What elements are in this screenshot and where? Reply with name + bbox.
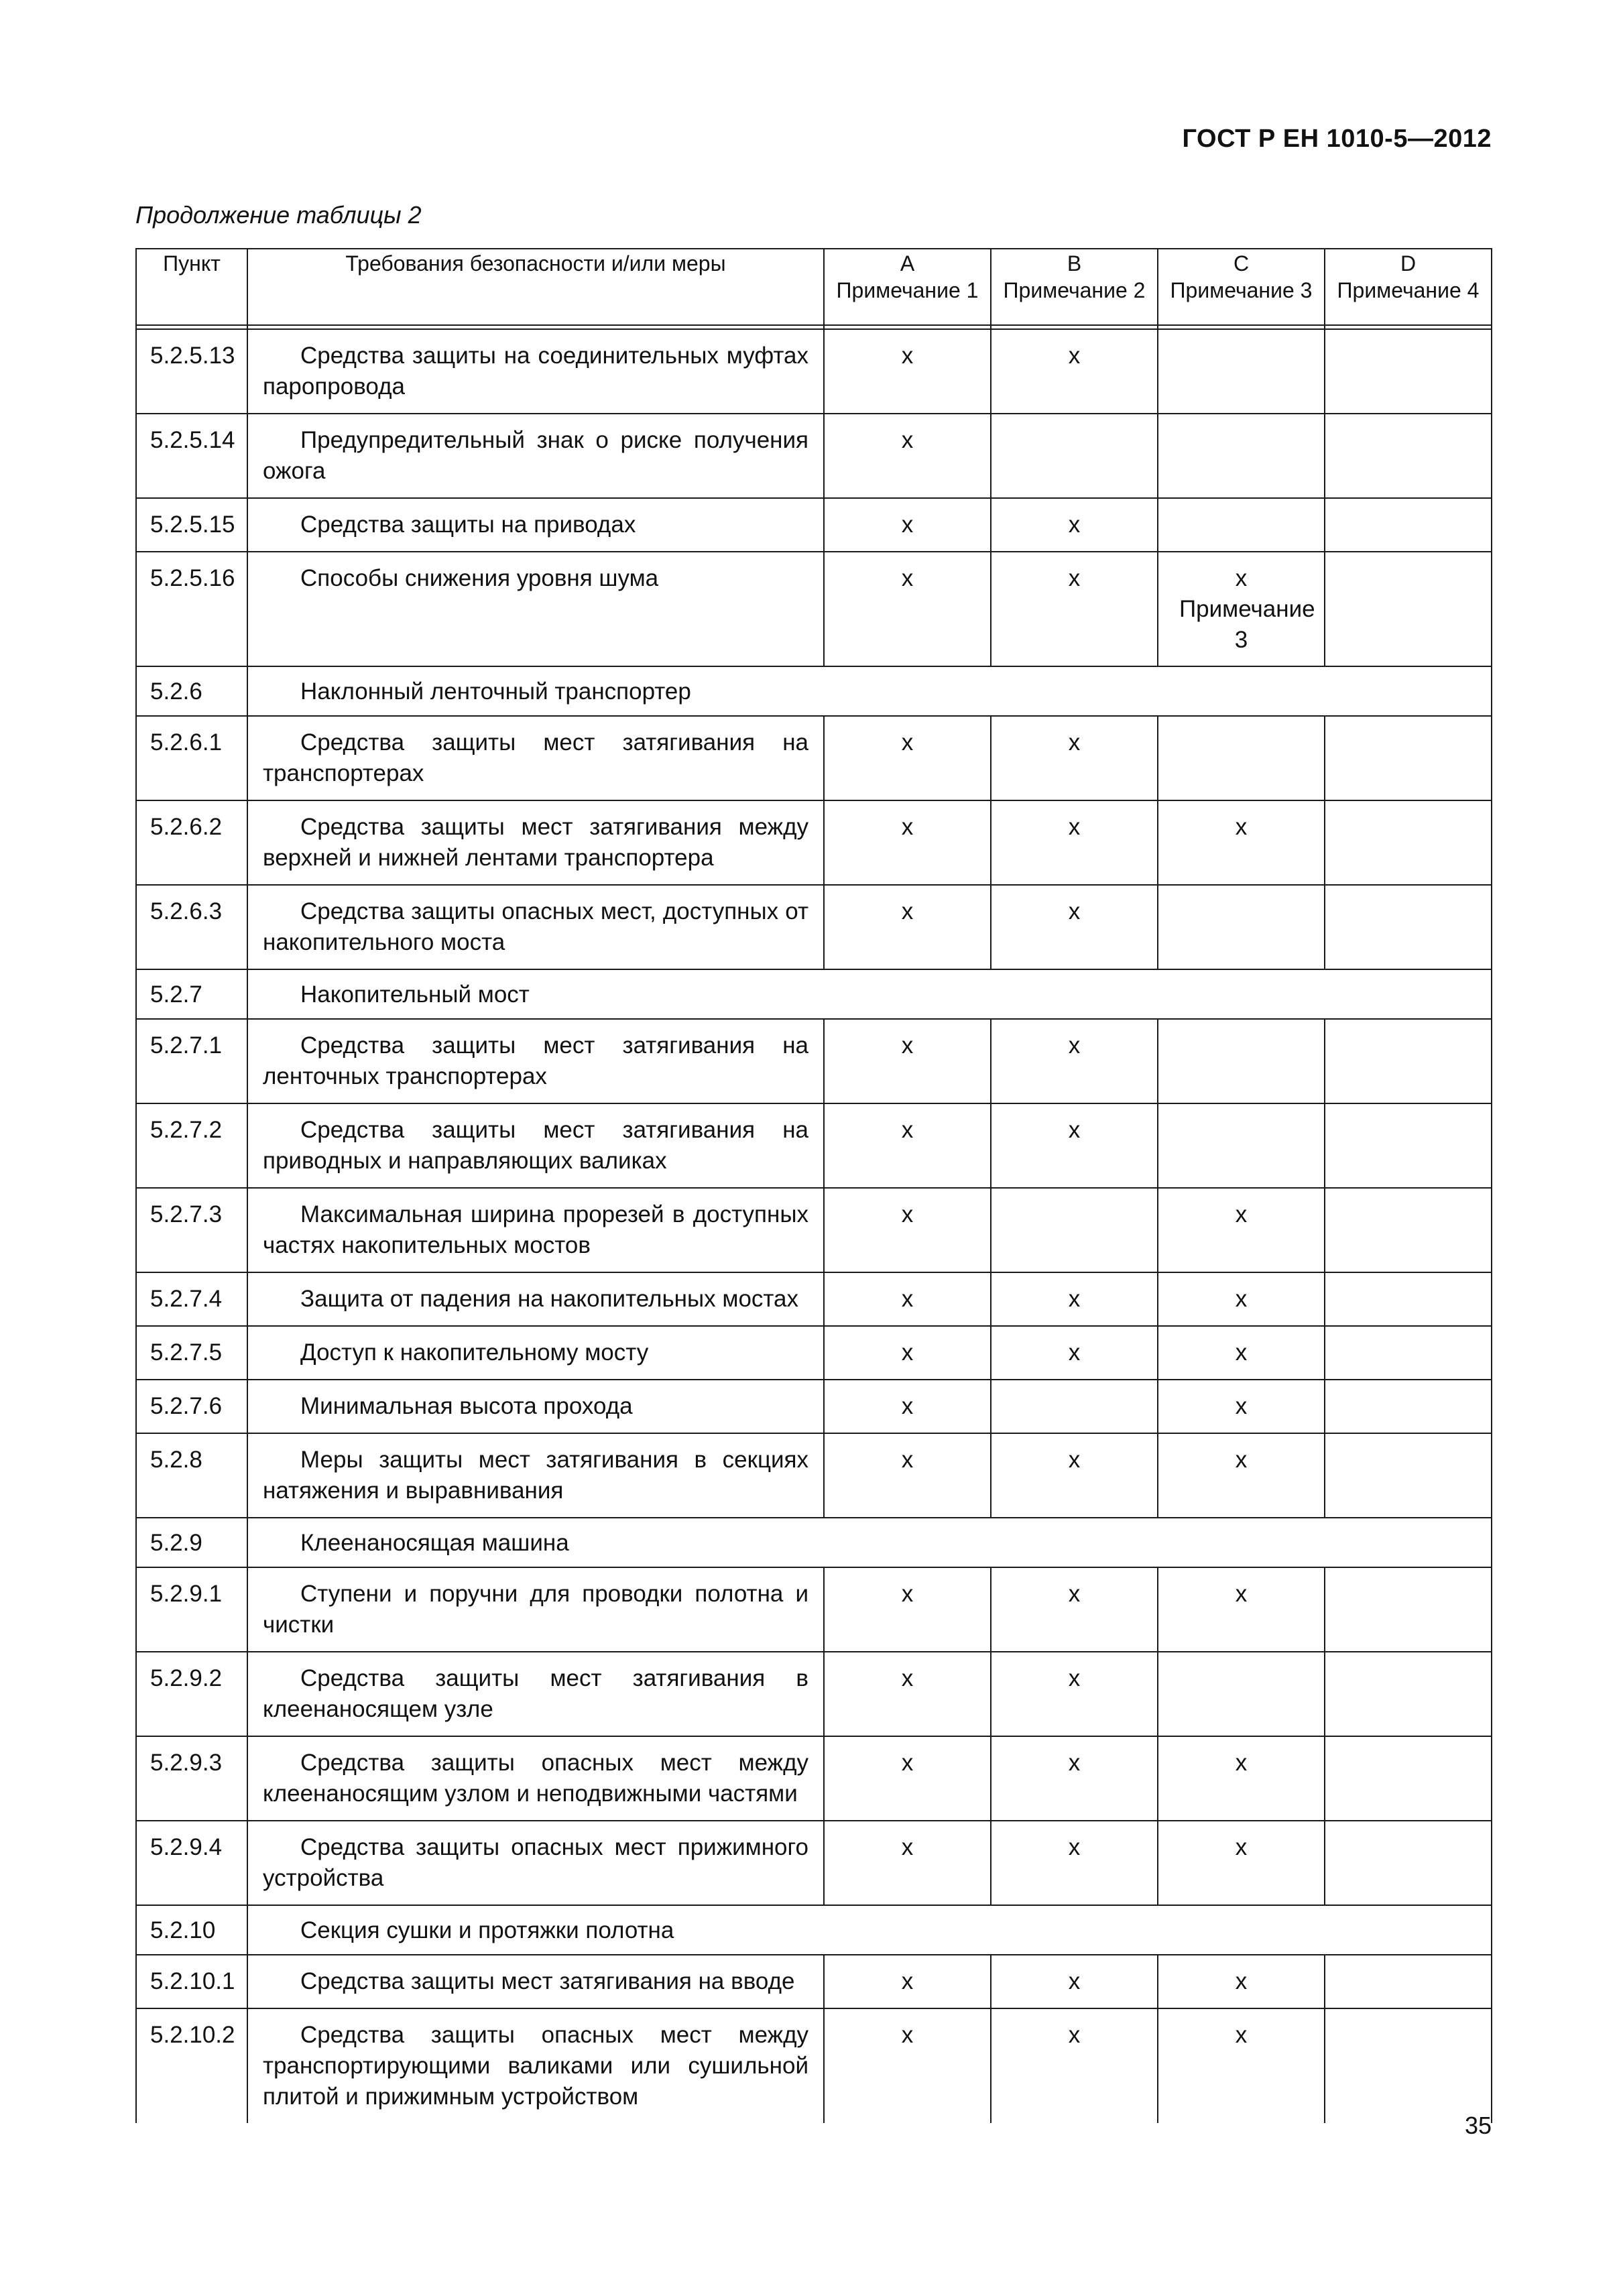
mark-value: х <box>1235 2022 1248 2048</box>
row-requirement <box>247 1955 824 2008</box>
row-mark-d <box>1325 329 1492 414</box>
header-d-note: Примечание 4 <box>1337 278 1480 302</box>
table-row <box>136 1103 1492 1188</box>
mark-value: х <box>901 1286 914 1312</box>
mark-value: х <box>901 1201 914 1227</box>
table-body <box>136 329 1492 2123</box>
row-requirement <box>247 552 824 666</box>
mark-value: х <box>1068 729 1081 756</box>
row-requirement-text: Защита от падения на накопительных мостах <box>300 1286 799 1312</box>
row-mark-c <box>1158 1433 1325 1518</box>
row-requirement <box>247 1821 824 1905</box>
row-mark-b <box>991 1380 1158 1433</box>
row-requirement-text: Средства защиты на приводах <box>300 511 636 538</box>
row-mark-c <box>1158 1103 1325 1188</box>
row-item-number: 5.2.7 <box>136 969 247 1019</box>
mark-value: х <box>1068 1032 1081 1059</box>
row-mark-d <box>1325 1272 1492 1326</box>
table-row <box>136 800 1492 885</box>
row-requirement-text: Предупредительный знак о риске получения ожога <box>263 427 808 484</box>
header-requirement: Требования безопасности и/или меры <box>247 249 824 325</box>
row-item-number: 5.2.7.1 <box>136 1019 247 1103</box>
row-item-number: 5.2.7.5 <box>136 1326 247 1380</box>
row-requirement <box>247 1103 824 1188</box>
row-mark-a <box>824 2008 991 2123</box>
row-requirement-text: Средства защиты мест затягивания на приводных и направляющих валиках <box>263 1117 808 1174</box>
row-mark-a <box>824 552 991 666</box>
row-mark-c <box>1158 1326 1325 1380</box>
row-mark-b <box>991 1652 1158 1736</box>
row-requirement <box>247 1188 824 1272</box>
row-item-number: 5.2.9.1 <box>136 1567 247 1652</box>
table-row <box>136 2008 1492 2123</box>
mark-value: х <box>1068 1117 1081 1143</box>
mark-value: х <box>1068 1834 1081 1860</box>
row-mark-d <box>1325 885 1492 969</box>
mark-value: х <box>1235 1393 1248 1419</box>
row-requirement <box>247 1736 824 1821</box>
row-mark-c <box>1158 1272 1325 1326</box>
row-mark-b <box>991 498 1158 552</box>
section-title: Клеенаносящая машина <box>247 1518 1492 1567</box>
row-requirement-text: Средства защиты опасных мест, доступных от накопительного моста <box>263 898 808 955</box>
table-row <box>136 1019 1492 1103</box>
table-row <box>136 1518 1492 1567</box>
row-mark-d <box>1325 1188 1492 1272</box>
header-b-note: Примечание 2 <box>1003 278 1146 302</box>
section-title: Наклонный ленточный транспортер <box>247 666 1492 716</box>
table-row <box>136 1326 1492 1380</box>
row-mark-a <box>824 498 991 552</box>
table-row <box>136 552 1492 666</box>
row-item-number: 5.2.9.3 <box>136 1736 247 1821</box>
row-mark-b <box>991 800 1158 885</box>
mark-value: х <box>1068 343 1081 369</box>
row-mark-b <box>991 1188 1158 1272</box>
mark-value: х <box>901 729 914 756</box>
table-row <box>136 329 1492 414</box>
row-mark-b <box>991 1433 1158 1518</box>
row-item-number: 5.2.10 <box>136 1905 247 1955</box>
mark-value: х <box>1235 1447 1248 1473</box>
row-requirement <box>247 1652 824 1736</box>
table-row <box>136 716 1492 800</box>
row-item-number: 5.2.5.15 <box>136 498 247 552</box>
row-requirement-text: Средства защиты мест затягивания между верхней и нижней лентами транспортера <box>263 814 808 871</box>
row-requirement-text: Минимальная высота прохода <box>300 1393 633 1419</box>
table-row <box>136 1821 1492 1905</box>
row-mark-d <box>1325 1955 1492 2008</box>
row-mark-b <box>991 552 1158 666</box>
row-mark-c <box>1158 1955 1325 2008</box>
row-mark-c <box>1158 414 1325 498</box>
row-requirement-text: Средства защиты опасных мест между клеенаносящим узлом и неподвижными частями <box>263 1750 808 1807</box>
row-mark-a <box>824 1326 991 1380</box>
header-c-letter: С <box>1233 251 1250 276</box>
row-mark-d <box>1325 552 1492 666</box>
header-b-letter: В <box>1067 251 1082 276</box>
header-a-letter: А <box>900 251 915 276</box>
row-item-number: 5.2.6 <box>136 666 247 716</box>
row-requirement-text: Максимальная ширина прорезей в доступных частях накопительных мостов <box>263 1201 808 1258</box>
row-mark-d <box>1325 2008 1492 2123</box>
mark-value: х <box>1068 898 1081 924</box>
row-mark-d <box>1325 1103 1492 1188</box>
mark-value: х <box>901 1032 914 1059</box>
row-requirement <box>247 1272 824 1326</box>
row-mark-b <box>991 1103 1158 1188</box>
row-mark-a <box>824 1433 991 1518</box>
row-mark-d <box>1325 414 1492 498</box>
row-item-number: 5.2.7.6 <box>136 1380 247 1433</box>
section-title: Накопительный мост <box>247 969 1492 1019</box>
row-mark-d <box>1325 1567 1492 1652</box>
row-requirement <box>247 2008 824 2123</box>
mark-value: х <box>1068 814 1081 840</box>
row-mark-c <box>1158 1567 1325 1652</box>
row-mark-b <box>991 1821 1158 1905</box>
row-mark-a <box>824 1955 991 2008</box>
table-row <box>136 414 1492 498</box>
page-number: 35 <box>1464 2112 1492 2139</box>
row-requirement <box>247 716 824 800</box>
table-row <box>136 1188 1492 1272</box>
mark-value: х <box>1068 2022 1081 2048</box>
row-mark-c <box>1158 1652 1325 1736</box>
row-mark-c <box>1158 716 1325 800</box>
header-c-note: Примечание 3 <box>1170 278 1313 302</box>
row-mark-d <box>1325 1380 1492 1433</box>
header-item: Пункт <box>136 249 247 325</box>
row-item-number: 5.2.9 <box>136 1518 247 1567</box>
table-row <box>136 1433 1492 1518</box>
mark-value: х <box>901 565 914 591</box>
mark-value: х <box>1235 1339 1248 1366</box>
mark-value: х <box>1235 814 1248 840</box>
row-requirement-text: Средства защиты мест затягивания в клеенаносящем узле <box>263 1665 808 1722</box>
row-mark-a <box>824 1272 991 1326</box>
table-row <box>136 885 1492 969</box>
table-caption: Продолжение таблицы 2 <box>135 201 422 229</box>
table-row <box>136 1567 1492 1652</box>
row-mark-a <box>824 1821 991 1905</box>
row-mark-a <box>824 1103 991 1188</box>
row-item-number: 5.2.8 <box>136 1433 247 1518</box>
header-col-a <box>824 249 991 325</box>
mark-note: Примечание 3 <box>1179 596 1315 653</box>
mark-value: х <box>901 511 914 538</box>
row-requirement-text: Доступ к накопительному мосту <box>300 1339 649 1366</box>
mark-value: х <box>1068 1750 1081 1776</box>
header-a-note: Примечание 1 <box>836 278 979 302</box>
row-mark-a <box>824 885 991 969</box>
row-mark-b <box>991 716 1158 800</box>
row-mark-a <box>824 1652 991 1736</box>
header-col-b <box>991 249 1158 325</box>
row-mark-d <box>1325 1326 1492 1380</box>
row-mark-b <box>991 1326 1158 1380</box>
row-item-number: 5.2.7.2 <box>136 1103 247 1188</box>
row-item-number: 5.2.7.4 <box>136 1272 247 1326</box>
row-mark-d <box>1325 498 1492 552</box>
row-mark-a <box>824 1188 991 1272</box>
mark-value: х <box>901 2022 914 2048</box>
row-mark-d <box>1325 1652 1492 1736</box>
row-mark-a <box>824 1380 991 1433</box>
row-item-number: 5.2.5.14 <box>136 414 247 498</box>
table-row <box>136 1955 1492 2008</box>
table-row <box>136 1272 1492 1326</box>
row-requirement <box>247 498 824 552</box>
row-mark-a <box>824 1567 991 1652</box>
row-requirement <box>247 800 824 885</box>
row-mark-b <box>991 414 1158 498</box>
mark-value: х <box>1235 1581 1248 1607</box>
row-mark-b <box>991 1955 1158 2008</box>
row-requirement <box>247 1433 824 1518</box>
row-mark-a <box>824 1019 991 1103</box>
row-requirement <box>247 1380 824 1433</box>
header-col-c <box>1158 249 1325 325</box>
table-row <box>136 1905 1492 1955</box>
row-mark-b <box>991 885 1158 969</box>
row-requirement <box>247 329 824 414</box>
table-header-row <box>136 249 1492 325</box>
row-mark-c <box>1158 329 1325 414</box>
row-mark-a <box>824 414 991 498</box>
row-mark-d <box>1325 1019 1492 1103</box>
section-title: Секция сушки и протяжки полотна <box>247 1905 1492 1955</box>
row-item-number: 5.2.6.3 <box>136 885 247 969</box>
row-requirement-text: Средства защиты опасных мест между транспортирующими валиками или сушильной плитой и прижимным устройством <box>263 2022 808 2110</box>
row-requirement <box>247 414 824 498</box>
mark-value: х <box>1068 511 1081 538</box>
mark-value: х <box>1068 1339 1081 1366</box>
mark-value: х <box>901 1117 914 1143</box>
row-mark-c <box>1158 1380 1325 1433</box>
mark-value: х <box>901 343 914 369</box>
row-mark-d <box>1325 716 1492 800</box>
table-row <box>136 666 1492 716</box>
mark-value: х <box>901 1665 914 1691</box>
header-col-d <box>1325 249 1492 325</box>
mark-value: х <box>1235 1834 1248 1860</box>
mark-value: х <box>901 1447 914 1473</box>
row-requirement-text: Ступени и поручни для проводки полотна и чистки <box>263 1581 808 1638</box>
row-mark-d <box>1325 1736 1492 1821</box>
row-mark-b <box>991 1567 1158 1652</box>
row-mark-d <box>1325 800 1492 885</box>
row-mark-c <box>1158 1736 1325 1821</box>
row-mark-c <box>1158 1821 1325 1905</box>
table-row <box>136 1736 1492 1821</box>
row-requirement-text: Способы снижения уровня шума <box>300 565 659 591</box>
row-item-number: 5.2.6.1 <box>136 716 247 800</box>
mark-value: х <box>1068 565 1081 591</box>
row-requirement <box>247 1567 824 1652</box>
row-mark-c <box>1158 800 1325 885</box>
row-item-number: 5.2.9.4 <box>136 1821 247 1905</box>
row-requirement-text: Средства защиты мест затягивания на транспортерах <box>263 729 808 786</box>
row-mark-b <box>991 2008 1158 2123</box>
table-row <box>136 498 1492 552</box>
row-mark-a <box>824 716 991 800</box>
row-item-number: 5.2.6.2 <box>136 800 247 885</box>
row-mark-b <box>991 329 1158 414</box>
table-row <box>136 969 1492 1019</box>
row-mark-c <box>1158 552 1325 666</box>
row-item-number: 5.2.9.2 <box>136 1652 247 1736</box>
mark-value: х <box>1068 1968 1081 1994</box>
row-mark-a <box>824 800 991 885</box>
mark-value: х <box>901 1339 914 1366</box>
table-row <box>136 1652 1492 1736</box>
mark-value: х <box>901 1581 914 1607</box>
table-row <box>136 1380 1492 1433</box>
standard-designation: ГОСТ Р ЕН 1010-5—2012 <box>1182 125 1492 153</box>
row-mark-b <box>991 1736 1158 1821</box>
row-mark-d <box>1325 1433 1492 1518</box>
row-item-number: 5.2.5.16 <box>136 552 247 666</box>
mark-value: х <box>901 1834 914 1860</box>
mark-value: х <box>901 814 914 840</box>
row-item-number: 5.2.5.13 <box>136 329 247 414</box>
mark-value: х <box>1068 1665 1081 1691</box>
row-requirement-text: Средства защиты мест затягивания на ленточных транспортерах <box>263 1032 808 1089</box>
row-mark-a <box>824 329 991 414</box>
mark-value: х <box>1235 1286 1248 1312</box>
mark-value: х <box>1068 1581 1081 1607</box>
row-requirement-text: Средства защиты опасных мест прижимного устройства <box>263 1834 808 1891</box>
row-mark-c <box>1158 2008 1325 2123</box>
mark-value: х <box>901 1968 914 1994</box>
mark-value: х <box>1235 1750 1248 1776</box>
row-mark-c <box>1158 1188 1325 1272</box>
mark-value: х <box>901 427 914 453</box>
row-mark-b <box>991 1272 1158 1326</box>
mark-value: х <box>901 898 914 924</box>
row-mark-c <box>1158 885 1325 969</box>
row-item-number: 5.2.7.3 <box>136 1188 247 1272</box>
row-mark-c <box>1158 498 1325 552</box>
row-item-number: 5.2.10.2 <box>136 2008 247 2123</box>
header-d-letter: D <box>1400 251 1417 276</box>
requirements-table <box>135 248 1492 2123</box>
row-item-number: 5.2.10.1 <box>136 1955 247 2008</box>
row-requirement-text: Меры защиты мест затягивания в секциях натяжения и выравнивания <box>263 1447 808 1504</box>
mark-value: х <box>1235 1201 1248 1227</box>
row-mark-b <box>991 1019 1158 1103</box>
row-requirement-text: Средства защиты мест затягивания на вводе <box>300 1968 795 1994</box>
row-requirement-text: Средства защиты на соединительных муфтах паропровода <box>263 343 808 400</box>
mark-value: х <box>1235 565 1248 591</box>
row-mark-d <box>1325 1821 1492 1905</box>
row-mark-c <box>1158 1019 1325 1103</box>
mark-value: х <box>901 1393 914 1419</box>
mark-value: х <box>901 1750 914 1776</box>
mark-value: х <box>1068 1447 1081 1473</box>
row-mark-a <box>824 1736 991 1821</box>
mark-value: х <box>1235 1968 1248 1994</box>
mark-value: х <box>1068 1286 1081 1312</box>
row-requirement <box>247 1326 824 1380</box>
row-requirement <box>247 885 824 969</box>
row-requirement <box>247 1019 824 1103</box>
